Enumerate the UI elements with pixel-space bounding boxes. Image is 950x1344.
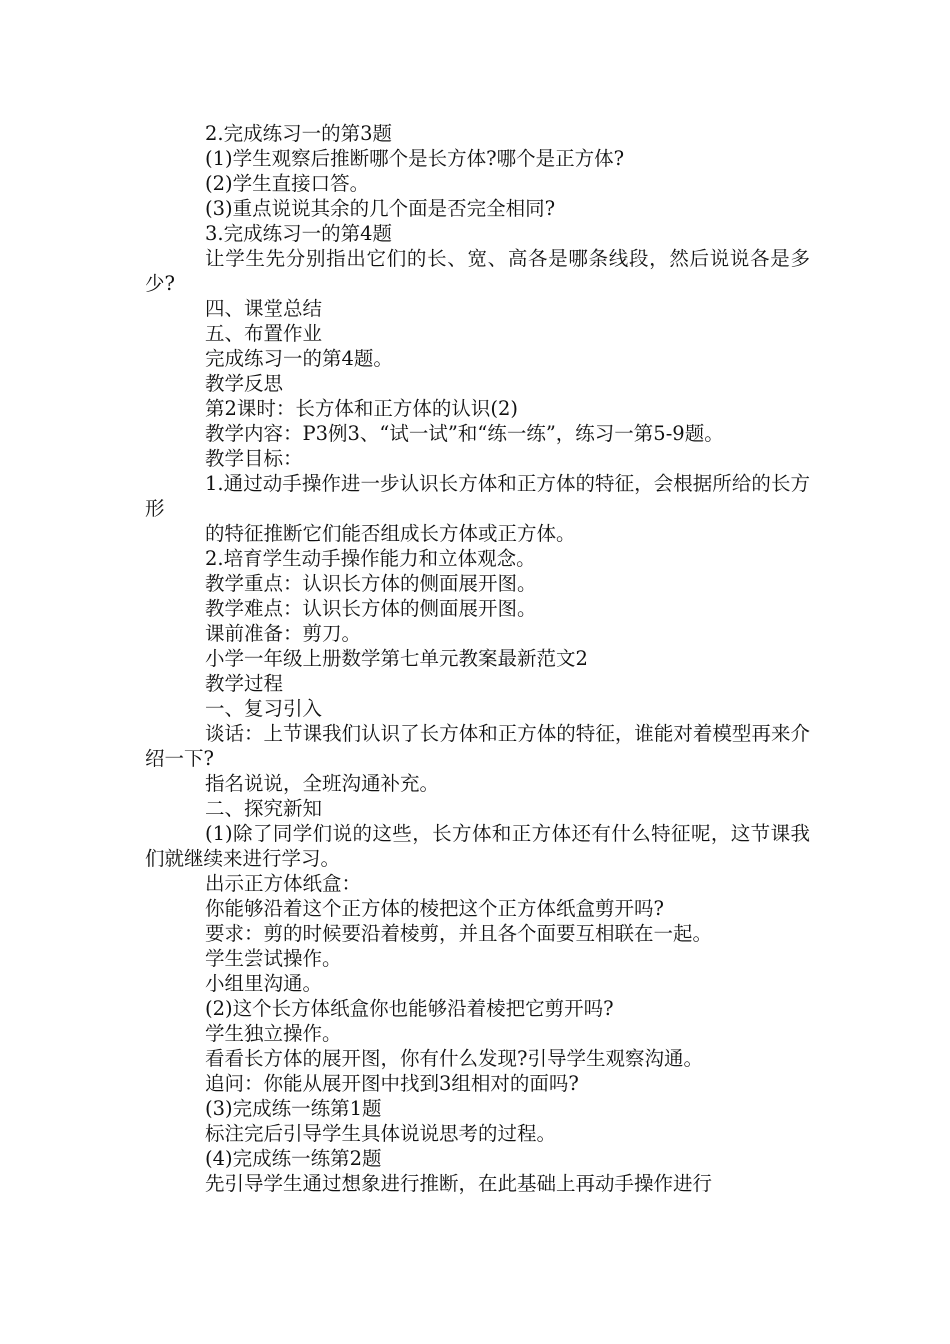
paragraph: 3.完成练习一的第4题 [205,222,393,245]
section-heading: 二、探究新知 [205,797,323,820]
paragraph: 学生尝试操作。 [205,947,342,970]
paragraph: 谈话：上节课我们认识了长方体和正方体的特征，谁能对着模型再来介绍一下? [145,722,810,770]
paragraph: 要求：剪的时候要沿着棱剪，并且各个面要互相联在一起。 [205,922,713,945]
section-heading: 教学过程 [205,672,284,695]
paragraph: 看看长方体的展开图，你有什么发现?引导学生观察沟通。 [205,1047,703,1070]
paragraph: 教学难点：认识长方体的侧面展开图。 [205,597,537,620]
lesson-title: 第2课时：长方体和正方体的认识(2) [205,397,519,420]
section-heading: 四、课堂总结 [205,297,323,320]
paragraph: (2)学生直接口答。 [205,172,370,195]
paragraph: (3)重点说说其余的几个面是否完全相同? [205,197,556,220]
paragraph: (4)完成练一练第2题 [205,1147,382,1170]
paragraph: (1)除了同学们说的这些，长方体和正方体还有什么特征呢，这节课我们就继续来进行学习。 [145,822,810,870]
document-body [145,121,810,1196]
paragraph: 教学重点：认识长方体的侧面展开图。 [205,572,537,595]
paragraph: 先引导学生通过想象进行推断，在此基础上再动手操作进行 [205,1172,713,1195]
paragraph: 小组里沟通。 [205,972,323,995]
paragraph: 课前准备：剪刀。 [205,622,362,645]
paragraph: (2)这个长方体纸盒你也能够沿着棱把它剪开吗? [205,997,614,1020]
paragraph: 指名说说，全班沟通补充。 [205,772,440,795]
paragraph: 你能够沿着这个正方体的棱把这个正方体纸盒剪开吗? [205,897,664,920]
paragraph: 学生独立操作。 [205,1022,342,1045]
paragraph: 出示正方体纸盒： [205,872,362,895]
paragraph: 标注完后引导学生具体说说思考的过程。 [205,1122,557,1145]
paragraph: (1)学生观察后推断哪个是长方体?哪个是正方体? [205,147,625,170]
paragraph: 追问：你能从展开图中找到3组相对的面吗? [205,1072,579,1095]
paragraph: 的特征推断它们能否组成长方体或正方体。 [205,522,576,545]
section-heading: 教学反思 [205,372,284,395]
paragraph: 完成练习一的第4题。 [205,347,393,370]
paragraph: 2.完成练习一的第3题 [205,122,393,145]
paragraph: 教学内容：P3例3、“试一试”和“练一练”，练习一第5-9题。 [205,422,724,445]
document-title-line: 小学一年级上册数学第七单元教案最新范文2 [205,647,588,670]
section-heading: 一、复习引入 [205,697,323,720]
paragraph: 1.通过动手操作进一步认识长方体和正方体的特征，会根据所给的长方形 [145,472,810,520]
section-heading: 教学目标： [205,447,303,470]
section-heading: 五、布置作业 [205,322,323,345]
paragraph: 让学生先分别指出它们的长、宽、高各是哪条线段，然后说说各是多少? [145,247,810,295]
paragraph: 2.培育学生动手操作能力和立体观念。 [205,547,536,570]
paragraph: (3)完成练一练第1题 [205,1097,382,1120]
